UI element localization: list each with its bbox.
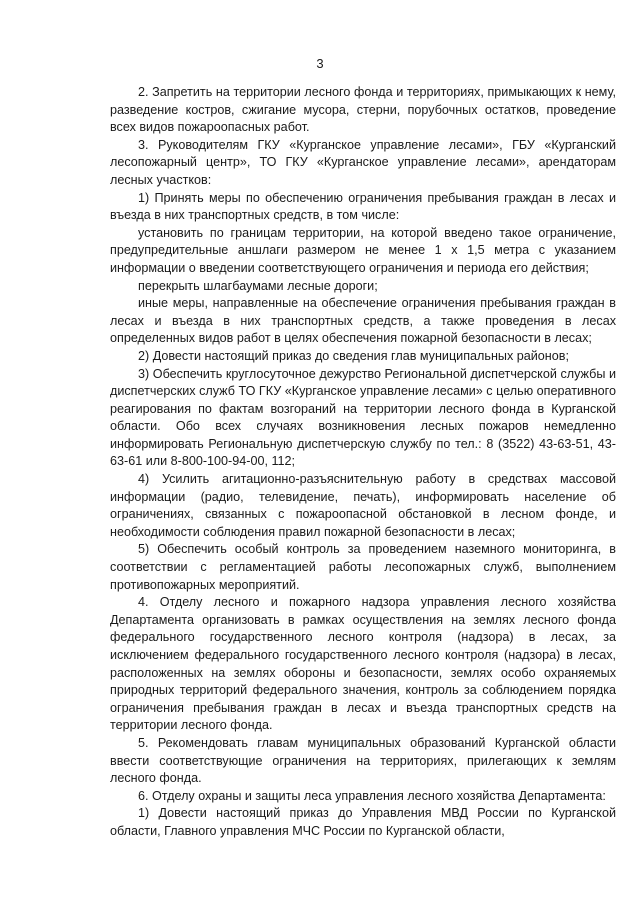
paragraph-2: 2. Запретить на территории лесного фонда и территориях, примыкающих к нему, разведение костров, сжигание мусора, стерни, порубочных остатков, проведение всех видов пожароопасных работ.	[110, 85, 616, 135]
paragraph-3-1-signs: установить по границам территории, на которой введено такое ограничение, предупредительные аншлаги размером не менее 1 х 1,5 метра с указанием информации о введении соответствующего ограничения и периода его действия;	[110, 225, 616, 275]
paragraph-3-1-barriers: перекрыть шлагбаумами лесные дороги;	[138, 278, 378, 293]
page-number: 3	[316, 56, 324, 71]
paragraph-3-2: 2) Довести настоящий приказ до сведения глав муниципальных районов;	[138, 348, 569, 363]
paragraph-3-1-other: иные меры, направленные на обеспечение ограничения пребывания граждан в лесах и въезда в них транспортных средств, а также проведения в лесах определенных видов работ в целях обеспечения пожарной безопасности в лесах;	[110, 296, 616, 346]
paragraph-6: 6. Отделу охраны и защиты леса управления лесного хозяйства Департамента:	[138, 788, 606, 803]
paragraph-3: 3. Руководителям ГКУ «Курганское управление лесами», ГБУ «Курганский лесопожарный центр», ТО ГКУ «Курганское управление лесами», арендаторам лесных участков:	[110, 137, 616, 187]
paragraph-5: 5. Рекомендовать главам муниципальных образований Курганской области ввести соответствующие ограничения на территориях, прилегающих к землям лесного фонда.	[110, 735, 616, 786]
paragraph-6-1: 1) Довести настоящий приказ до Управления МВД России по Курганской области, Главного управления МЧС России по Курганской области,	[110, 806, 616, 838]
document-body	[110, 84, 616, 841]
paragraph-4: 4. Отделу лесного и пожарного надзора управления лесного хозяйства Департамента организовать в рамках осуществления на землях лесного фонда федерального государственного лесного контроля (надзора) в лесах, за исключением федерального государственного лесного контроля (надзора) в лесах, расположенных на землях обороны и безопасности, землях особо охраняемых природных территорий федерального значения, контроль за соблюдением порядка ограничения пребывания граждан в лесах и въезда транспортных средств на территории лесного фонда.	[110, 595, 616, 733]
paragraph-3-5: 5) Обеспечить особый контроль за проведением наземного мониторинга, в соответствии с регламентацией работы лесопожарных служб, выполнением противопожарных мероприятий.	[110, 542, 616, 592]
paragraph-3-4: 4) Усилить агитационно-разъяснительную работу в средствах массовой информации (радио, телевидение, печать), информировать население об ограничениях, связанных с пожароопасной обстановкой в лесном фонде, и необходимости соблюдения правил пожарной безопасности в лесах;	[110, 472, 616, 539]
paragraph-3-1: 1) Принять меры по обеспечению ограничения пребывания граждан в лесах и въезда в них транспортных средств, в том числе:	[110, 190, 616, 223]
paragraph-3-3: 3) Обеспечить круглосуточное дежурство Региональной диспетчерской службы и диспетчерских служб ТО ГКУ «Курганское управление лесами» с целью оперативного реагирования по фактам возгораний на территории лесного фонда в Курганской области. Обо всех случаях возникновения лесных пожаров немедленно информировать Региональную диспетчерскую службу по тел.: 8 (3522) 43-63-51, 43-63-61 или 8-800-100-94-00, 112;	[110, 366, 616, 469]
